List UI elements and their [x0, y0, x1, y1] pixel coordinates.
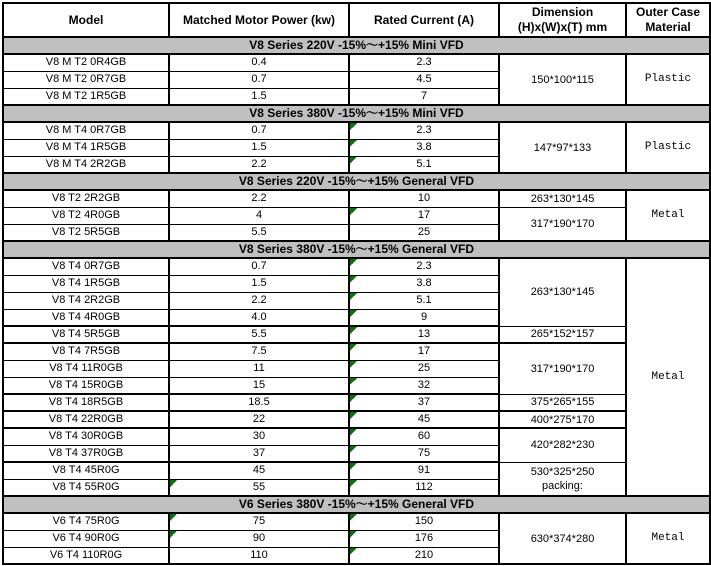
- green-corner-flag-icon: [350, 327, 357, 334]
- dimension-cell: [499, 122, 626, 173]
- dimension-cell: [499, 54, 626, 105]
- motor-power-value: 0.7: [251, 260, 267, 273]
- rated-current-value: 4.5: [416, 73, 432, 85]
- rated-current-cell: [349, 71, 499, 88]
- dimension-line: 317*190*170: [530, 362, 595, 375]
- rated-current-value: 60: [417, 430, 431, 443]
- rated-current-value: 2.3: [416, 56, 432, 69]
- motor-power-cell: [169, 207, 349, 224]
- rated-current-value: 17: [417, 345, 431, 358]
- rated-current-value: 2.3: [416, 124, 432, 137]
- green-corner-flag-icon: [170, 480, 177, 487]
- motor-power-value: 1.5: [251, 277, 267, 289]
- motor-power-value: 2.2: [251, 157, 267, 170]
- rated-current-cell: [349, 292, 499, 309]
- rated-current-value: 5.1: [416, 157, 432, 170]
- model-cell: V8 T4 7R5GB: [3, 343, 169, 360]
- rated-current-value: 17: [417, 209, 431, 221]
- motor-power-cell: [169, 139, 349, 156]
- green-corner-flag-icon: [350, 531, 357, 538]
- motor-power-cell: [169, 377, 349, 394]
- model-cell: V8 M T2 0R4GB: [3, 54, 169, 71]
- model-cell: V8 T4 55R0G: [3, 479, 169, 496]
- rated-current-cell: [349, 547, 499, 564]
- rated-current-value: 13: [417, 328, 431, 340]
- green-corner-flag-icon: [170, 531, 177, 538]
- section-header: V8 Series 220V -15%～+15% General VFD: [3, 173, 710, 190]
- rated-current-value: 112: [415, 480, 433, 493]
- material-cell: Plastic: [626, 54, 710, 105]
- rated-current-cell: [349, 54, 499, 71]
- model-cell: V8 T2 5R5GB: [3, 224, 169, 241]
- green-corner-flag-icon: [350, 157, 357, 164]
- section-header: V6 Series 380V -15%～+15% General VFD: [3, 496, 710, 513]
- material-cell: Plastic: [626, 122, 710, 173]
- model-cell: V6 T4 75R0G: [3, 513, 169, 530]
- column-header: [349, 3, 499, 37]
- dimension-line: 530*325*250: [530, 465, 595, 478]
- dimension-line: 150*100*115: [531, 73, 594, 86]
- rated-current-value: 5.1: [416, 294, 432, 306]
- motor-power-cell: [169, 547, 349, 564]
- dimension-cell: [499, 411, 626, 428]
- green-corner-flag-icon: [350, 276, 357, 283]
- dimension-line: 263*130*145: [530, 286, 595, 299]
- motor-power-value: 4: [255, 209, 263, 221]
- table-row: [3, 207, 710, 224]
- green-corner-flag-icon: [350, 310, 357, 317]
- dimension-cell: [499, 513, 626, 564]
- rated-current-cell: [349, 411, 499, 428]
- table-row: [3, 513, 710, 530]
- motor-power-cell: [169, 428, 349, 445]
- dimension-line: 263*130*145: [530, 192, 595, 205]
- header-row: [3, 3, 710, 37]
- rated-current-value: 3.8: [416, 277, 432, 289]
- dimension-cell: [499, 190, 626, 207]
- rated-current-cell: [349, 207, 499, 224]
- rated-current-cell: [349, 513, 499, 530]
- rated-current-value: 7: [420, 89, 428, 102]
- rated-current-cell: [349, 343, 499, 360]
- motor-power-cell: [169, 88, 349, 105]
- rated-current-value: 45: [417, 413, 431, 425]
- dimension-cell: [499, 343, 626, 394]
- motor-power-value: 5.5: [251, 328, 267, 340]
- column-header: [499, 3, 626, 37]
- rated-current-value: 91: [417, 464, 431, 477]
- dimension-line: 317*190*170: [530, 217, 595, 230]
- motor-power-value: 37: [252, 446, 266, 459]
- green-corner-flag-icon: [350, 480, 357, 487]
- column-header-line: (H)x(W)x(T) mm: [517, 20, 608, 34]
- motor-power-cell: [169, 258, 349, 275]
- green-corner-flag-icon: [350, 412, 357, 419]
- model-cell: V8 T4 37R0GB: [3, 445, 169, 462]
- model-cell: V8 T4 30R0GB: [3, 428, 169, 445]
- green-corner-flag-icon: [350, 463, 357, 470]
- model-cell: V8 T2 4R0GB: [3, 207, 169, 224]
- motor-power-value: 45: [252, 464, 266, 477]
- green-corner-flag-icon: [350, 446, 357, 453]
- green-corner-flag-icon: [350, 259, 357, 266]
- model-cell: V6 T4 110R0G: [3, 547, 169, 564]
- rated-current-cell: [349, 462, 499, 479]
- rated-current-cell: [349, 326, 499, 343]
- material-cell: Metal: [626, 258, 710, 496]
- table-row: [3, 394, 710, 411]
- section-header: V8 Series 380V -15%～+15% Mini VFD: [3, 105, 710, 122]
- rated-current-cell: [349, 530, 499, 547]
- dimension-cell: [499, 428, 626, 462]
- table-row: [3, 54, 710, 71]
- motor-power-value: 1.5: [251, 89, 267, 102]
- model-cell: V8 T4 15R0GB: [3, 377, 169, 394]
- motor-power-cell: [169, 275, 349, 292]
- rated-current-cell: [349, 377, 499, 394]
- motor-power-cell: [169, 309, 349, 326]
- section-band-row: [3, 105, 710, 122]
- dimension-line: 147*97*133: [533, 141, 592, 154]
- motor-power-cell: [169, 190, 349, 207]
- motor-power-cell: [169, 326, 349, 343]
- model-cell: V8 T4 1R5GB: [3, 275, 169, 292]
- column-header-line: Matched Motor Power (kw): [182, 12, 335, 27]
- model-cell: V8 T2 2R2GB: [3, 190, 169, 207]
- motor-power-cell: [169, 54, 349, 71]
- dimension-line: 630*374*280: [530, 532, 595, 545]
- rated-current-cell: [349, 445, 499, 462]
- rated-current-cell: [349, 190, 499, 207]
- motor-power-value: 4.0: [251, 310, 267, 323]
- green-corner-flag-icon: [350, 140, 357, 147]
- model-cell: V8 M T4 2R2GB: [3, 156, 169, 173]
- rated-current-value: 10: [417, 192, 431, 205]
- motor-power-value: 0.7: [251, 124, 267, 137]
- column-header-line: Dimension: [531, 5, 594, 19]
- motor-power-cell: [169, 71, 349, 88]
- table-header: [3, 3, 710, 37]
- motor-power-cell: [169, 292, 349, 309]
- material-cell: Metal: [626, 513, 710, 564]
- green-corner-flag-icon: [350, 123, 357, 130]
- motor-power-value: 110: [250, 548, 268, 561]
- table-row: [3, 462, 710, 479]
- rated-current-cell: [349, 479, 499, 496]
- motor-power-value: 0.7: [251, 73, 267, 85]
- motor-power-cell: [169, 462, 349, 479]
- vfd-spec-table: [2, 2, 711, 565]
- motor-power-cell: [169, 411, 349, 428]
- dimension-cell: [499, 462, 626, 496]
- rated-current-value: 9: [420, 310, 428, 323]
- rated-current-value: 2.3: [416, 260, 432, 273]
- green-corner-flag-icon: [350, 208, 357, 215]
- model-cell: V8 T4 5R5GB: [3, 326, 169, 343]
- dimension-cell: [499, 326, 626, 343]
- dimension-line: 375*265*155: [530, 396, 595, 409]
- model-cell: V6 T4 90R0G: [3, 530, 169, 547]
- green-corner-flag-icon: [350, 395, 357, 402]
- material-cell: Metal: [626, 190, 710, 241]
- rated-current-value: 150: [414, 515, 434, 528]
- rated-current-value: 25: [417, 225, 431, 238]
- rated-current-cell: [349, 428, 499, 445]
- dimension-line: packing:: [542, 479, 583, 492]
- motor-power-value: 15: [252, 378, 266, 391]
- green-corner-flag-icon: [350, 293, 357, 300]
- motor-power-cell: [169, 122, 349, 139]
- table-row: [3, 258, 710, 275]
- column-header: [3, 3, 169, 37]
- motor-power-cell: [169, 343, 349, 360]
- motor-power-value: 75: [252, 515, 266, 528]
- section-band-row: [3, 241, 710, 258]
- green-corner-flag-icon: [350, 361, 357, 368]
- rated-current-value: 37: [417, 396, 431, 408]
- motor-power-value: 90: [252, 532, 266, 544]
- rated-current-value: 3.8: [416, 141, 432, 153]
- model-cell: V8 M T4 0R7GB: [3, 122, 169, 139]
- rated-current-cell: [349, 275, 499, 292]
- model-cell: V8 T4 0R7GB: [3, 258, 169, 275]
- dimension-line: 265*152*157: [530, 328, 595, 341]
- rated-current-cell: [349, 394, 499, 411]
- green-corner-flag-icon: [350, 378, 357, 385]
- motor-power-value: 11: [253, 362, 265, 374]
- model-cell: V8 T4 18R5GB: [3, 394, 169, 411]
- dimension-cell: [499, 207, 626, 241]
- green-corner-flag-icon: [350, 548, 357, 555]
- motor-power-cell: [169, 530, 349, 547]
- model-cell: V8 T4 4R0GB: [3, 309, 169, 326]
- green-corner-flag-icon: [350, 344, 357, 351]
- rated-current-value: 176: [414, 532, 434, 544]
- section-header: V8 Series 220V -15%～+15% Mini VFD: [3, 37, 710, 54]
- rated-current-value: 75: [417, 446, 431, 459]
- rated-current-cell: [349, 309, 499, 326]
- section-header: V8 Series 380V -15%～+15% General VFD: [3, 241, 710, 258]
- table-row: [3, 190, 710, 207]
- column-header-line: Rated Current (A): [373, 12, 474, 27]
- motor-power-value: 1.5: [251, 141, 267, 153]
- section-band-row: [3, 173, 710, 190]
- dimension-line: 420*282*230: [530, 439, 595, 452]
- model-cell: V8 T4 45R0G: [3, 462, 169, 479]
- model-cell: V8 T4 11R0GB: [3, 360, 169, 377]
- motor-power-cell: [169, 156, 349, 173]
- column-header-line: Outer Case: [635, 5, 701, 19]
- model-cell: V8 T4 2R2GB: [3, 292, 169, 309]
- rated-current-cell: [349, 258, 499, 275]
- motor-power-value: 0.4: [251, 56, 267, 69]
- motor-power-cell: [169, 445, 349, 462]
- dimension-cell: [499, 394, 626, 411]
- rated-current-value: 25: [417, 362, 431, 374]
- table-body: [3, 37, 710, 564]
- motor-power-value: 30: [252, 430, 266, 443]
- section-band-row: [3, 496, 710, 513]
- rated-current-cell: [349, 122, 499, 139]
- rated-current-cell: [349, 224, 499, 241]
- dimension-line: 400*275*170: [530, 413, 595, 426]
- green-corner-flag-icon: [350, 514, 357, 521]
- motor-power-cell: [169, 479, 349, 496]
- column-header-line: Material: [645, 20, 691, 34]
- rated-current-cell: [349, 360, 499, 377]
- motor-power-value: 55: [252, 480, 266, 493]
- column-header: [169, 3, 349, 37]
- model-cell: V8 M T2 0R7GB: [3, 71, 169, 88]
- column-header-line: Model: [68, 12, 104, 27]
- model-cell: V8 T4 22R0GB: [3, 411, 169, 428]
- table-row: [3, 428, 710, 445]
- motor-power-value: 5.5: [251, 225, 267, 238]
- model-cell: V8 M T4 1R5GB: [3, 139, 169, 156]
- rated-current-cell: [349, 88, 499, 105]
- table-row: [3, 343, 710, 360]
- motor-power-value: 2.2: [251, 192, 267, 205]
- table-row: [3, 411, 710, 428]
- motor-power-cell: [169, 394, 349, 411]
- rated-current-cell: [349, 156, 499, 173]
- motor-power-value: 18.5: [248, 396, 270, 408]
- motor-power-cell: [169, 360, 349, 377]
- table-row: [3, 122, 710, 139]
- dimension-cell: [499, 258, 626, 326]
- motor-power-value: 2.2: [251, 294, 267, 306]
- section-band-row: [3, 37, 710, 54]
- motor-power-value: 7.5: [251, 345, 267, 358]
- table-row: [3, 326, 710, 343]
- spec-table-container: [2, 2, 711, 565]
- green-corner-flag-icon: [350, 429, 357, 436]
- rated-current-value: 32: [417, 378, 431, 391]
- motor-power-value: 22: [252, 413, 266, 425]
- column-header: [626, 3, 710, 37]
- green-corner-flag-icon: [170, 514, 177, 521]
- model-cell: V8 M T2 1R5GB: [3, 88, 169, 105]
- rated-current-cell: [349, 139, 499, 156]
- motor-power-cell: [169, 224, 349, 241]
- rated-current-value: 210: [414, 548, 434, 561]
- motor-power-cell: [169, 513, 349, 530]
